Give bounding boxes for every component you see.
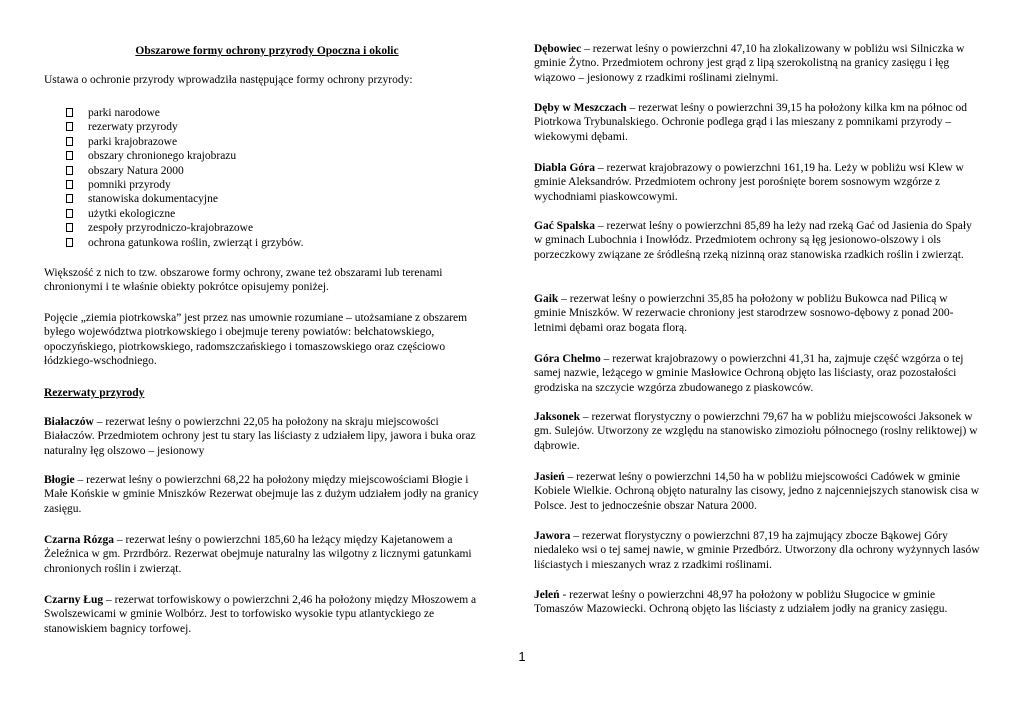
reserve-entry-gaik: Gaik – rezerwat leśny o powierzchni 35,85 ha położony w pobliżu Bukowca nad Pilicą w gminie Mniszków. W rezerwacie chroniony jest starodrzew sosnowo-dębowy z ponad 200-letnimi dębami oraz bogata florą. — [534, 293, 954, 334]
reserve-entry-bialaczow: Białaczów – rezerwat leśny o powierzchni 22,05 ha położony na skraju miejscowości Białaczów. Przedmiotem ochrony jest tu stary las liściasty z udziałem lipy, jawora i buka oraz naturalny łęg olszowo – jesionowy — [44, 416, 476, 457]
reserve-entry-blogie: Błogie – rezerwat leśny o powierzchni 68,22 ha położony między miejscowościami Błogie i Małe Końskie w gminie Mniszków Rezerwat obejmuje las z dużym udziałem jodły na granicy zasięgu. — [44, 474, 479, 515]
reserve-entry-debowiec: Dębowiec – rezerwat leśny o powierzchni 47,10 ha zlokalizowany w pobliżu wsi Silniczka w gminie Żytno. Przedmiotem ochrony jest grąd z lipą szerokolistną na granicy zasięgu i łęg wiązowo – jesionowy z rzadkimi roślinami zielnymi. — [534, 43, 965, 84]
reserve-entry-jelen: Jeleń - rezerwat leśny o powierzchni 48,97 ha położony w pobliżu Sługocice w gminie Tomaszów Mazowiecki. Ochroną objęto las liściasty z udziałem jodły na granicy zasięgu. — [534, 589, 948, 616]
list-item: obszary chronionego krajobrazu — [44, 149, 303, 163]
bullet-icon — [66, 108, 73, 117]
paragraph-obszarowe: Większość z nich to tzw. obszarowe formy ochrony, zwane też obszarami lub terenami chronionymi i te właśnie obiekty pokrótce opisujemy poniżej. — [44, 267, 443, 294]
list-item: ochrona gatunkowa roślin, zwierząt i grzybów. — [44, 236, 303, 250]
paragraph-ziemia-piotrkowska: Pojęcie „ziemia piotrkowska” jest przez nas umownie rozumiane – utożsamiane z obszarem byłego województwa piotrkowskiego i obejmuje tereny powiatów: bełchatowskiego, opoczyńskiego, piotrkowskiego, radomszczańskiego i tomaszowskiego oraz częściowo łódzkiego-wschodniego. — [44, 312, 468, 368]
list-item: parki krajobrazowe — [44, 135, 303, 149]
list-item: rezerwaty przyrody — [44, 120, 303, 134]
reserve-entry-jawora: Jawora – rezerwat florystyczny o powierzchni 87,19 ha zajmujący zbocze Bąkowej Góry niedaleko wsi o tej samej nawie, w gminie Przedbórz. Utworzony dla ochrony wyżynnych lasów liściastych i mieszanych wraz z rzadkimi roślinami. — [534, 530, 980, 571]
reserve-entry-czarny-lug: Czarny Ług – rezerwat torfowiskowy o powierzchni 2,46 ha położony między Młoszowem a Swolszewicami w gminie Wolbórz. Jest to torfowisko wysokie typu atlantyckiego ze stanowiskiem bagnicy torfowej. — [44, 594, 477, 635]
reserve-entry-diabla-gora: Diabla Góra – rezerwat krajobrazowy o powierzchni 161,19 ha. Leży w pobliżu wsi Klew w gminie Aleksandrów. Przedmiotem ochrony jest porośnięte borem sosnowym wzgórze z wychodniami piaskowcowymi. — [534, 162, 964, 203]
list-item: pomniki przyrody — [44, 178, 303, 192]
bullet-icon — [66, 122, 73, 131]
list-item: parki narodowe — [44, 106, 303, 120]
reserve-entry-gac-spalska: Gać Spalska – rezerwat leśny o powierzchni 85,89 ha leży nad rzeką Gać od Jasienia do Spały w gminach Lubochnia i Inowłódz. Przedmiotem ochrony są łęg jesionowo-olszowy i ols porzeczkowy związane ze śródleśną rzeką nizinną oraz stanowiska rzadkich roślin i zwierząt. — [534, 220, 972, 261]
reserve-entry-gora-chelmo: Góra Chełmo – rezerwat krajobrazowy o powierzchni 41,31 ha, zajmuje część wzgórza o tej samej nazwie, leżącego w gminie Masłowice Ochroną objęto las liściasty, oraz pozostałości grodziska na szczycie wzgórza zbudowanego z piaskowców. — [534, 353, 964, 394]
reserve-entry-czarna-rozga: Czarna Rózga – rezerwat leśny o powierzchni 185,60 ha leżący między Kajetanowem a Żeleźnica w gm. Przrdbórz. Rezerwat obejmuje naturalny las wilgotny z licznymi gatunkami chronionych roślin i zwierząt. — [44, 534, 472, 575]
list-item: stanowiska dokumentacyjne — [44, 192, 303, 206]
reserve-entry-jasien: Jasień – rezerwat leśny o powierzchni 14,50 ha w pobliżu miejscowości Cadówek w gminie Kobiele Wielkie. Ochroną objęto naturalny las cisowy, jedno z najcenniejszych stanowisk cisa w Polsce. Jest to jednocześnie obszar Natura 2000. — [534, 471, 980, 512]
document-title: Obszarowe formy ochrony przyrody Opoczna i okolic — [135, 45, 399, 57]
list-item: zespoły przyrodniczo-krajobrazowe — [44, 221, 303, 235]
list-item: obszary Natura 2000 — [44, 164, 303, 178]
bullet-icon — [66, 180, 73, 189]
section-heading-rezerwaty: Rezerwaty przyrody — [44, 387, 145, 399]
bullet-icon — [66, 137, 73, 146]
intro-paragraph: Ustawa o ochronie przyrody wprowadziła następujące formy ochrony przyrody: — [44, 74, 413, 86]
list-item: użytki ekologiczne — [44, 207, 303, 221]
reserve-entry-deby-w-meszczach: Dęby w Meszczach – rezerwat leśny o powierzchni 39,15 ha położony kilka km na północ od Piotrkowa Trybunalskiego. Ochronie podlega grąd i las mieszany z pomnikami przyrody – wiekowymi dębami. — [534, 102, 968, 143]
bullet-icon — [66, 209, 73, 218]
bullet-icon — [66, 151, 73, 160]
bullet-icon — [66, 194, 73, 203]
reserve-entry-jaksonek: Jaksonek – rezerwat florystyczny o powierzchni 79,67 ha w pobliżu miejscowości Jaksonek w gm. Sulejów. Utworzony ze względu na stanowisko zimoziołu północnego (roslny reliktowej) w dąbrowie. — [534, 411, 978, 452]
page-number: 1 — [518, 649, 526, 664]
protection-forms-list — [44, 106, 303, 250]
bullet-icon — [66, 166, 73, 175]
bullet-icon — [66, 238, 73, 247]
bullet-icon — [66, 223, 73, 232]
